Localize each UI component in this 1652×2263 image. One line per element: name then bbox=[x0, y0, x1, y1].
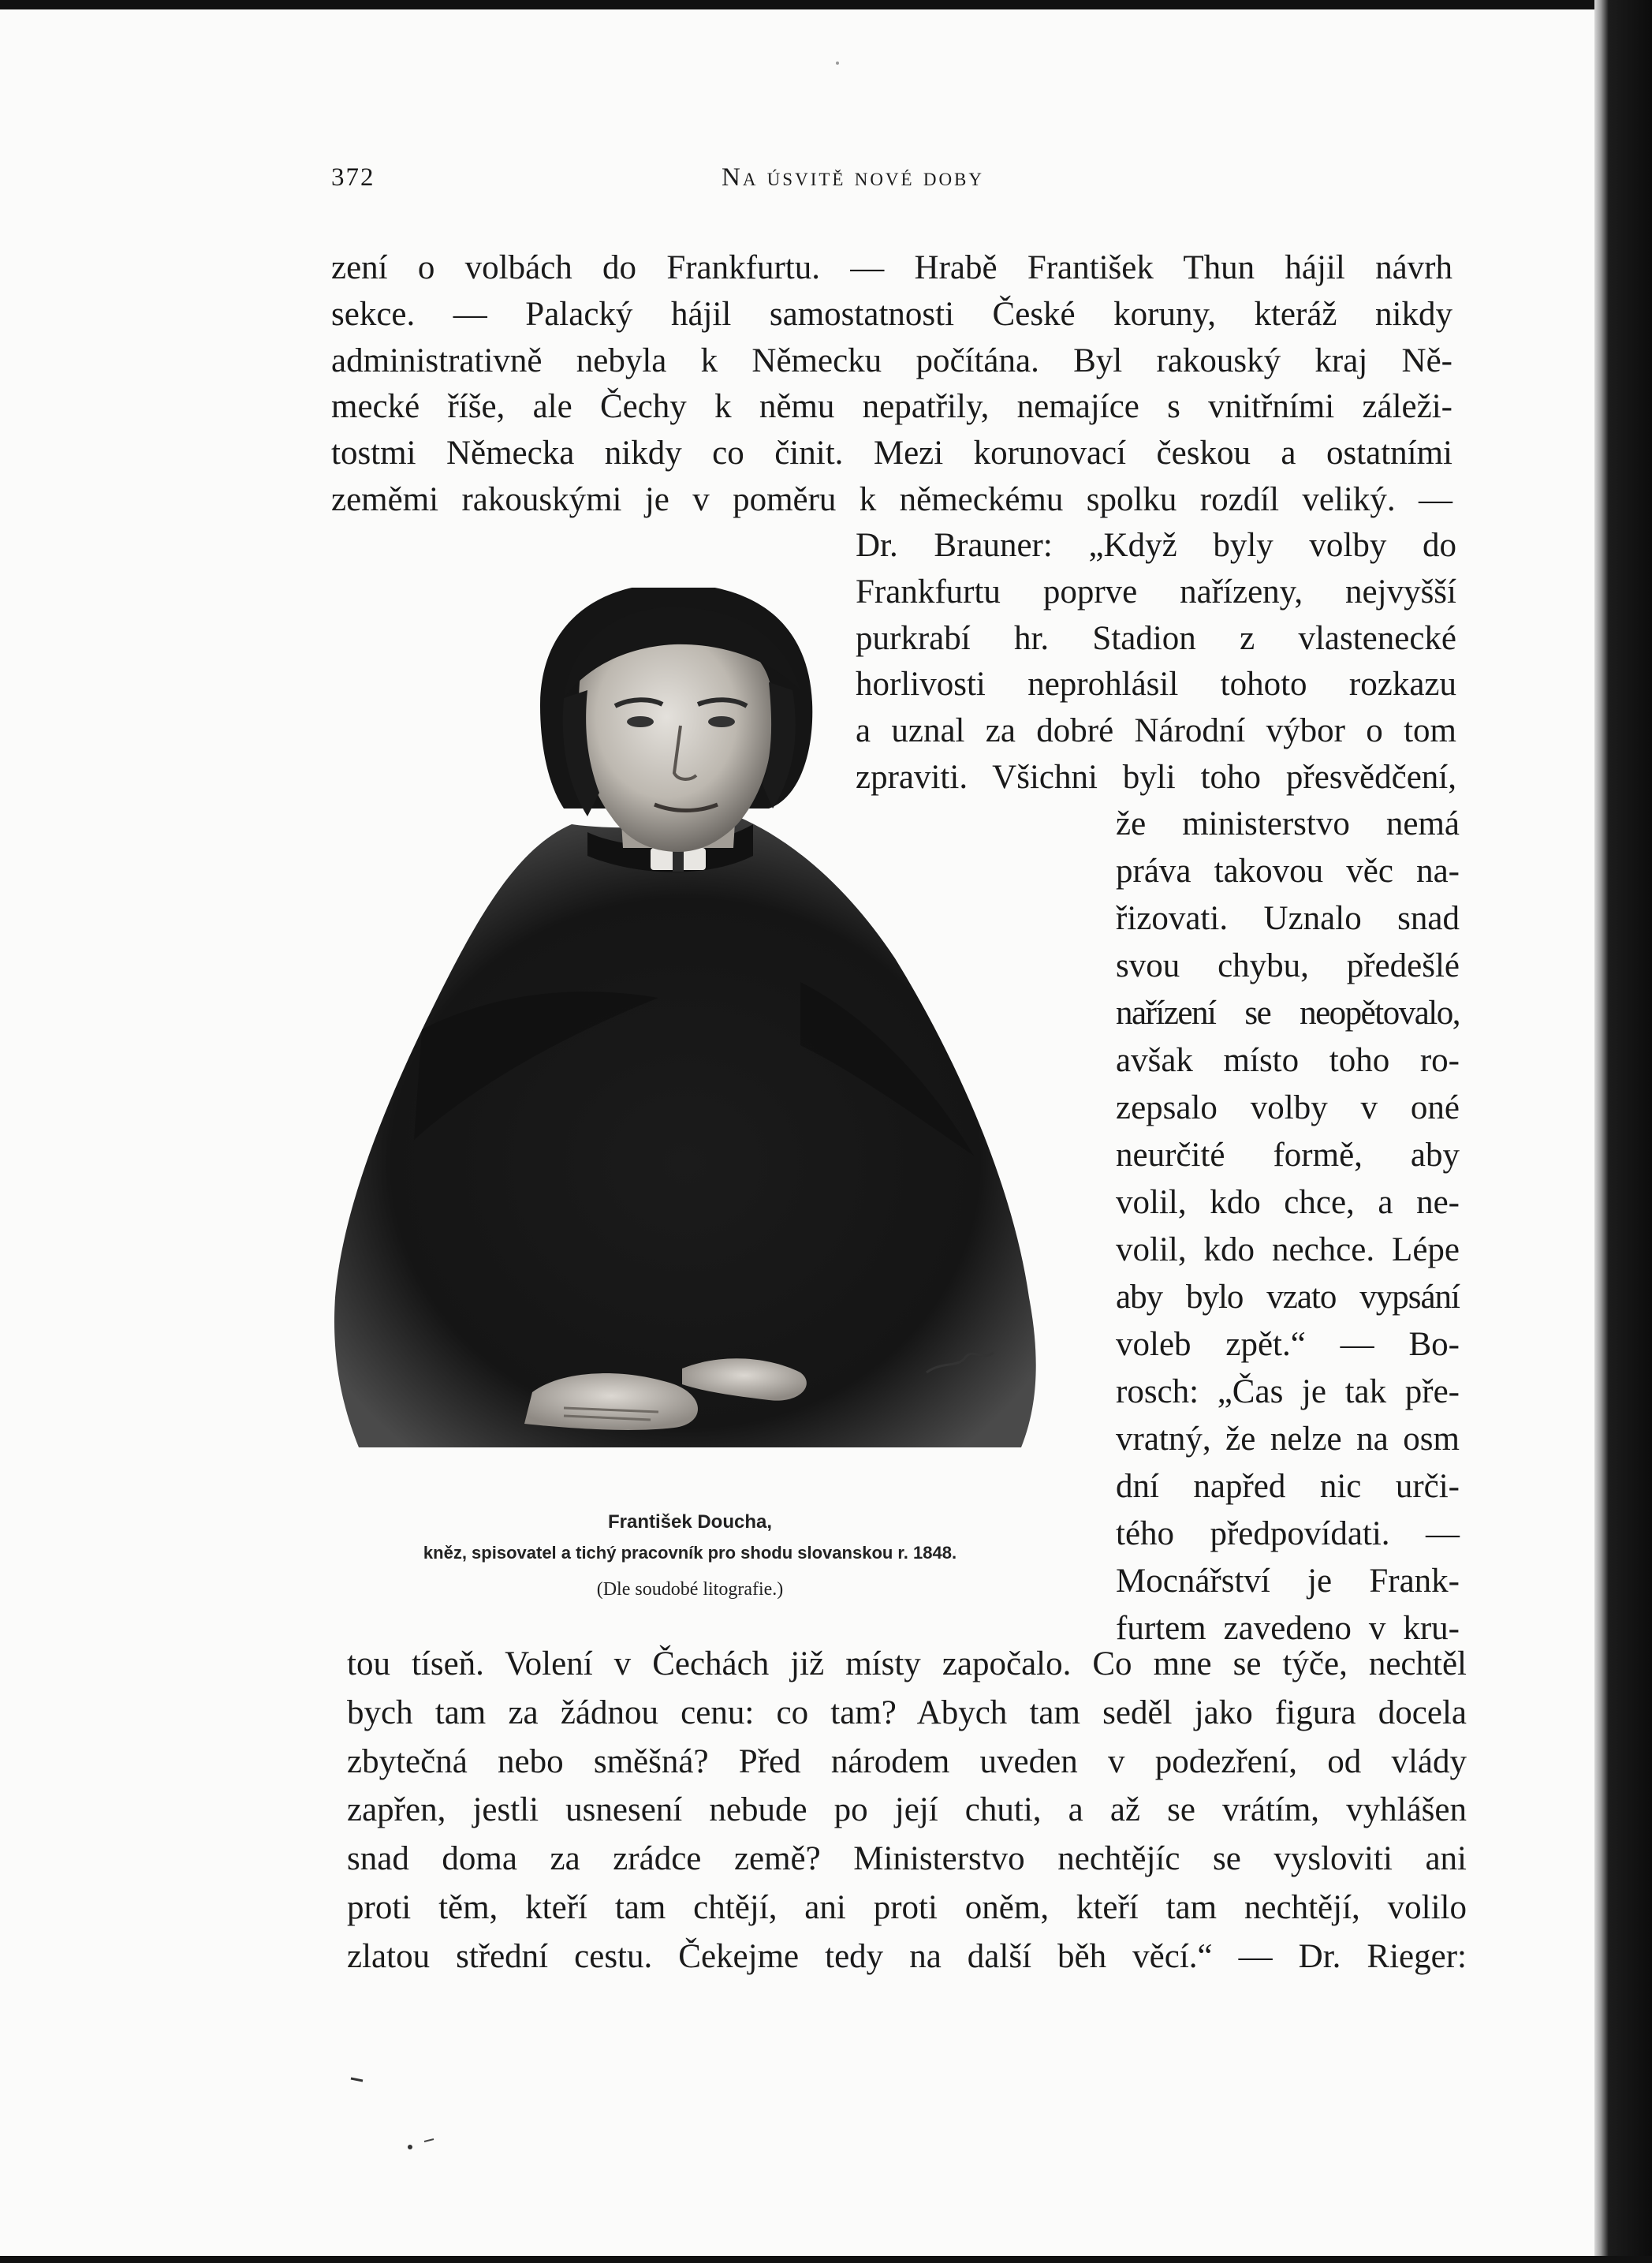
text-line: furtem zavedeno v kru- bbox=[1116, 1610, 1460, 1647]
text-line: tou tíseň. Volení v Čechách již místy započalo. Co mne se týče, nechtěl bbox=[347, 1645, 1467, 1682]
text-line: zapřen, jestli usnesení nebude po její chuti, a až se vrátím, vyhlášen bbox=[347, 1791, 1467, 1828]
text-line: a uznal za dobré Národní výbor o tom bbox=[856, 712, 1456, 749]
text-line: práva takovou věc na- bbox=[1116, 853, 1460, 890]
text-line: Frankfurtu poprve nařízeny, nejvyšší bbox=[856, 573, 1456, 611]
page-number: 372 bbox=[331, 163, 375, 192]
text-line: Dr. Brauner: „Když byly volby do bbox=[856, 527, 1456, 564]
text-line: nařízení se neopětovalo, bbox=[1116, 995, 1460, 1032]
portrait-lithograph bbox=[327, 588, 1053, 1483]
text-line: avšak místo toho ro- bbox=[1116, 1042, 1460, 1079]
text-line: že ministerstvo nemá bbox=[1116, 805, 1460, 842]
text-line: řizovati. Uznalo snad bbox=[1116, 900, 1460, 937]
text-line: dní napřed nic urči- bbox=[1116, 1468, 1460, 1505]
text-line: volil, kdo nechce. Lépe bbox=[1116, 1231, 1460, 1268]
text-line: Mocnářství je Frank- bbox=[1116, 1563, 1460, 1600]
scan-top-edge bbox=[0, 0, 1652, 9]
text-line: administrativně nebyla k Německu počítána. Byl rakouský kraj Ně- bbox=[331, 342, 1452, 379]
text-line: bych tam za žádnou cenu: co tam? Abych tam seděl jako figura docela bbox=[347, 1694, 1467, 1731]
text-line: tostmi Německa nikdy co činit. Mezi korunovací českou a ostatními bbox=[331, 435, 1452, 472]
text-line: volil, kdo chce, a ne- bbox=[1116, 1184, 1460, 1221]
text-line: zlatou střední cestu. Čekejme tedy na další běh věcí.“ — Dr. Rieger: bbox=[347, 1938, 1467, 1975]
figure-caption-source: (Dle soudobé litografie.) bbox=[596, 1579, 784, 1600]
text-line: rosch: „Čas je tak pře- bbox=[1116, 1373, 1460, 1410]
text-line: svou chybu, předešlé bbox=[1116, 947, 1460, 984]
running-title: Na úsvitě nové doby bbox=[722, 163, 985, 192]
text-line: tého předpovídati. — bbox=[1116, 1515, 1460, 1552]
text-line: voleb zpět.“ — Bo- bbox=[1116, 1326, 1460, 1363]
scan-bottom-edge bbox=[0, 2256, 1652, 2263]
text-line: zeměmi rakouskými je v poměru k německému spolku rozdíl veliký. — bbox=[331, 481, 1452, 518]
text-line: aby bylo vzato vypsání bbox=[1116, 1279, 1460, 1316]
text-line: horlivosti neprohlásil tohoto rozkazu bbox=[856, 666, 1456, 703]
text-line: zbytečná nebo směšná? Před národem uveden v podezření, od vlády bbox=[347, 1743, 1467, 1780]
figure-caption-name: František Doucha, bbox=[607, 1511, 773, 1533]
text-line: vratný, že nelze na osm bbox=[1116, 1421, 1460, 1458]
scan-right-edge-shadow bbox=[1594, 0, 1652, 2263]
text-line: neurčité formě, aby bbox=[1116, 1137, 1460, 1174]
text-line: zení o volbách do Frankfurtu. — Hrabě František Thun hájil návrh bbox=[331, 249, 1452, 286]
text-line: mecké říše, ale Čechy k němu nepatřily, nemajíce s vnitřními záleži- bbox=[331, 388, 1452, 425]
text-line: snad doma za zrádce země? Ministerstvo nechtějíc se vysloviti ani bbox=[347, 1840, 1467, 1877]
text-line: purkrabí hr. Stadion z vlastenecké bbox=[856, 620, 1456, 657]
text-line: sekce. — Palacký hájil samostatnosti České koruny, kteráž nikdy bbox=[331, 296, 1452, 333]
figure-caption-description: kněz, spisovatel a tichý pracovník pro shodu slovanskou r. 1848. bbox=[423, 1543, 957, 1563]
text-line: proti těm, kteří tam chtějí, ani proti oněm, kteří tam nechtějí, volilo bbox=[347, 1889, 1467, 1926]
text-line: zpraviti. Všichni byli toho přesvědčení, bbox=[856, 759, 1456, 796]
text-line: zepsalo volby v oné bbox=[1116, 1089, 1460, 1126]
